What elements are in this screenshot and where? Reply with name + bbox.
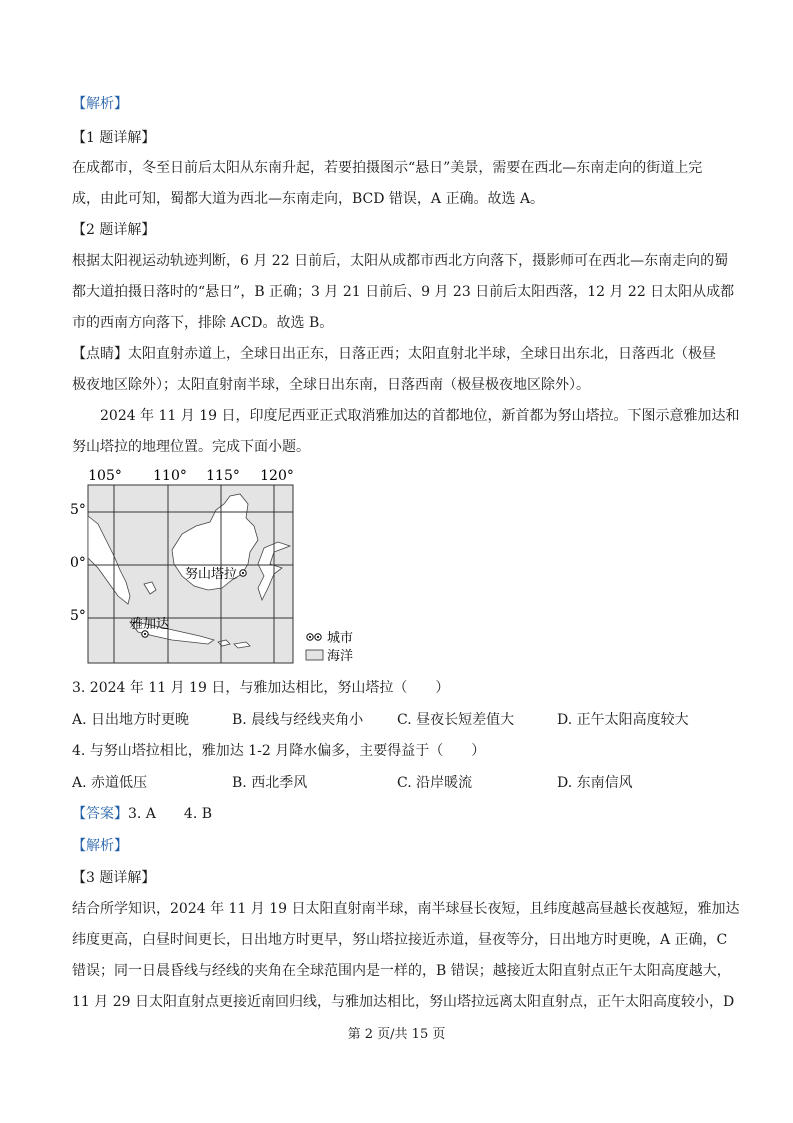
location-map xyxy=(68,464,368,670)
jakarta-city-dot xyxy=(144,633,146,635)
lon-label: 115° xyxy=(206,468,240,484)
lon-label: 105° xyxy=(88,468,122,484)
analysis-heading: 【解析】 xyxy=(72,96,128,112)
intro-line: 努山塔拉的地理位置。完成下面小题。 xyxy=(72,439,310,455)
paragraph-line: 错误；同一日晨昏线与经线的夹角在全球范围内是一样的，B 错误；越接近太阳直射点正午太阳高度越大， xyxy=(72,963,731,979)
lat-label: 5° xyxy=(70,502,86,518)
q1-detail-heading: 【1 题详解】 xyxy=(72,130,156,146)
paragraph-line: 在成都市，冬至日前后太阳从东南升起，若要拍摄图示“悬日”美景，需要在西北—东南走向的街道上完 xyxy=(72,160,703,176)
q2-detail-heading: 【2 题详解】 xyxy=(72,222,156,238)
paragraph-line: 都大道拍摄日落时的“悬日”，B 正确；3 月 21 日前后、9 月 23 日前后太阳西落，12 月 22 日太阳从成都 xyxy=(72,284,735,300)
paragraph-line: 11 月 29 日太阳直射点更接近南回归线，与雅加达相比，努山塔拉远离太阳直射点，正午太阳高度较小，D xyxy=(72,994,735,1010)
question-3-stem: 3. 2024 年 11 月 19 日，与雅加达相比，努山塔拉（ ） xyxy=(72,680,450,696)
tip-line: 【点睛】太阳直射赤道上，全球日出正东，日落正西；太阳直射北半球，全球日出东北，日落西北（极昼 xyxy=(72,346,716,362)
legend-city-icon-dot xyxy=(309,636,311,638)
question-3-option-a: A. 日出地方时更晚 xyxy=(72,712,190,728)
paragraph-line: 纬度更高，白昼时间更长，日出地方时更早，努山塔拉接近赤道，昼夜等分，日出地方时更晚，A 正确，C xyxy=(72,932,728,948)
question-3-option-d: D. 正午太阳高度较大 xyxy=(557,712,689,728)
intro-line: 2024 年 11 月 19 日，印度尼西亚正式取消雅加达的首都地位，新首都为努山塔拉。下图示意雅加达和 xyxy=(100,408,740,424)
question-4-option-b: B. 西北季风 xyxy=(232,775,308,791)
question-4-option-d: D. 东南信风 xyxy=(557,775,633,791)
answer-line xyxy=(72,804,722,824)
legend-ocean-label: 海洋 xyxy=(327,649,354,664)
legend-city-label: 城市 xyxy=(327,631,354,646)
nusantara-label: 努山塔拉 xyxy=(185,567,238,582)
lat-label: 0° xyxy=(70,555,86,571)
question-4-stem: 4. 与努山塔拉相比，雅加达 1-2 月降水偏多，主要得益于（ ） xyxy=(72,743,486,759)
question-4-option-a: A. 赤道低压 xyxy=(72,775,148,791)
legend-ocean-swatch xyxy=(306,650,323,660)
nusantara-city-dot xyxy=(242,572,244,574)
paragraph-line: 成，由此可知，蜀都大道为西北—东南走向，BCD 错误，A 正确。故选 A。 xyxy=(72,191,545,207)
paragraph-line: 结合所学知识，2024 年 11 月 19 日太阳直射南半球，南半球昼长夜短，且纬度越高昼越长夜越短，雅加达 xyxy=(72,901,740,917)
legend-city-icon-dot xyxy=(317,636,319,638)
question-3-option-c: C. 昼夜长短差值大 xyxy=(397,712,515,728)
paragraph-line: 市的西南方向落下，排除 ACD。故选 B。 xyxy=(72,315,334,331)
answer-label: 【答案】 xyxy=(72,806,128,822)
answer-text: 3. A 4. B xyxy=(128,806,213,822)
lon-label: 120° xyxy=(260,468,294,484)
question-3-option-b: B. 晨线与经线夹角小 xyxy=(232,712,364,728)
tip-line: 极夜地区除外）；太阳直射南半球，全球日出东南，日落西南（极昼极夜地区除外）。 xyxy=(72,377,590,393)
jakarta-label: 雅加达 xyxy=(130,617,170,632)
page-footer: 第 2 页/共 15 页 xyxy=(347,1027,446,1042)
q3-detail-heading: 【3 题详解】 xyxy=(72,870,156,886)
analysis-heading: 【解析】 xyxy=(72,838,128,854)
question-4-option-c: C. 沿岸暖流 xyxy=(397,775,473,791)
lon-label: 110° xyxy=(153,468,187,484)
paragraph-line: 根据太阳视运动轨迹判断，6 月 22 日前后，太阳从成都市西北方向落下，摄影师可在西北—东南走向的蜀 xyxy=(72,253,729,269)
lat-label: 5° xyxy=(70,608,86,624)
